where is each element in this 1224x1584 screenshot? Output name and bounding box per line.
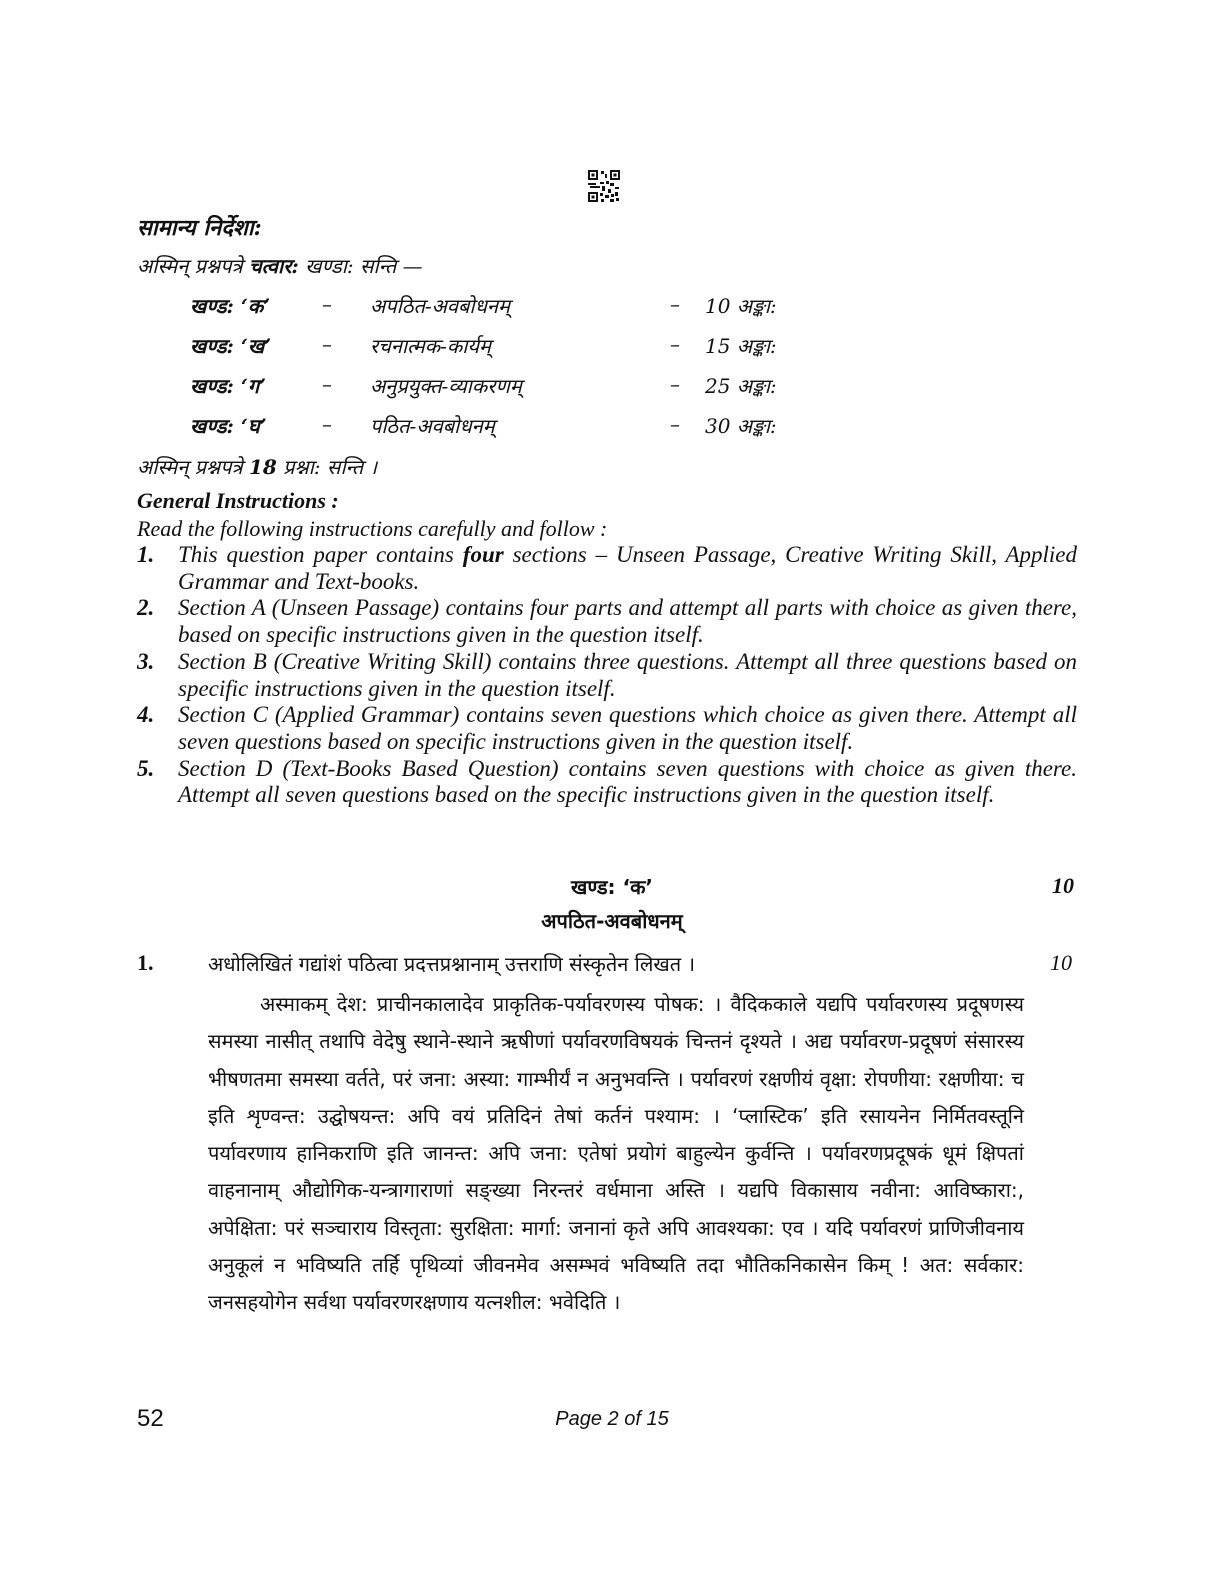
section-heading: खण्ड: ‘क’ bbox=[570, 875, 654, 899]
dash: – bbox=[322, 412, 332, 436]
text-pre: This question paper contains bbox=[178, 542, 463, 567]
section-row bbox=[190, 412, 810, 442]
question-number: 1. bbox=[137, 950, 154, 975]
section-label: खण्ड: ‘ख’ bbox=[190, 334, 272, 358]
unseen-passage: अस्माकम् देश: प्राचीनकालादेव प्राकृतिक-पर्यावरणस्य पोषक: । वैदिककाले यद्यपि पर्यावरणस्य प्रदूषणस्य समस्या नासीत् तथापि वेदेषु स्थाने-स्थाने ऋषीणां पर्यावरणविषयकं चिन्तनं दृश्यते । अद्य पर्यावरण-प्रदूषणं संसारस्य भीषणतमा समस्या वर्तते, परं जना: अस्या: गाम्भीर्यं न अनुभवन्ति । पर्यावरणं रक्षणीयं वृक्षा: रोपणीया: रक्षणीया: च इति शृण्वन्त: उद्घोषयन्त: अपि वयं प्रतिदिनं तेषां कर्तनं पश्याम: । ‘प्लास्टिक’ इति रसायनेन निर्मितवस्तूनि पर्यावरणाय हानिकराणि इति जानन्त: अपि जना: एतेषां प्रयोगं बाहुल्येन कुर्वन्ति । पर्यावरणप्रदूषकं धूमं क्षिपतां वाहनानाम् औद्योगिक-यन्त्रागाराणां सङ्ख्या निरन्तरं वर्धमाना अस्ति । यद्यपि विकासाय नवीना: आविष्कारा:, अपेक्षिता: परं सञ्चाराय विस्तृता: सुरक्षिता: मार्गा: जनानां कृते अपि आवश्यका: एव । यदि पर्यावरणं प्राणिजीवनाय अनुकूलं न भविष्यति तर्हि पृथिव्यां जीवनमेव असम्भवं भविष्यति तदा भौतिकनिकासेन किम् ! अत: सर्वकार: जनसहयोगेन सर्वथा पर्यावरणरक्षणाय यत्नशील: भवेदिति । bbox=[208, 992, 1024, 1315]
instruction-text: Section D (Text-Books Based Question) contains seven questions with choice as given there. Attempt all seven questions based on the specific instructions given in the question itself. bbox=[178, 755, 1077, 808]
instruction-number: 4. bbox=[137, 702, 155, 728]
sanskrit-instructions-title: सामान्य निर्देशा: bbox=[137, 215, 262, 241]
section-name: अपठित-अवबोधनम् bbox=[370, 294, 510, 318]
section-marks: 30 अङ्का: bbox=[705, 414, 777, 438]
instruction-item bbox=[137, 649, 1077, 702]
section-row bbox=[190, 372, 810, 402]
instruction-item bbox=[137, 702, 1077, 755]
instruction-number: 5. bbox=[137, 755, 155, 781]
dash: – bbox=[322, 332, 332, 356]
text-bold: four bbox=[462, 542, 504, 567]
instruction-text: Section C (Applied Grammar) contains seven questions which choice as given there. Attempt all seven questions based on specific instructions given in the question itself. bbox=[178, 702, 1077, 754]
section-name: रचनात्मक-कार्यम् bbox=[370, 334, 491, 358]
section-subheading: अपठित-अवबोधनम् bbox=[541, 909, 683, 933]
qr-code-icon bbox=[588, 170, 620, 202]
section-name: पठित-अवबोधनम् bbox=[370, 414, 495, 438]
instruction-item bbox=[137, 542, 1077, 595]
dash: – bbox=[322, 292, 332, 316]
section-marks: 15 अङ्का: bbox=[705, 334, 777, 358]
section-marks: 10 bbox=[1052, 873, 1074, 898]
section-marks: 25 अङ्का: bbox=[705, 374, 777, 398]
section-row bbox=[190, 332, 810, 362]
instruction-number: 1. bbox=[137, 542, 155, 567]
general-instructions-title: General Instructions : bbox=[137, 488, 339, 513]
intro-suffix: खण्डा: सन्ति — bbox=[298, 254, 423, 278]
section-label: खण्ड: ‘घ’ bbox=[190, 414, 267, 438]
question-prompt: अधोलिखितं गद्यांशं पठित्वा प्रदत्तप्रश्नानाम् उत्तराणि संस्कृतेन लिखत । bbox=[208, 952, 696, 976]
question-marks: 10 bbox=[1050, 950, 1072, 975]
instruction-item bbox=[137, 756, 1077, 809]
instructions-list bbox=[137, 542, 1077, 809]
dash: – bbox=[322, 372, 332, 396]
dash: – bbox=[670, 292, 680, 316]
instruction-number: 3. bbox=[137, 648, 155, 674]
intro-prefix: अस्मिन् प्रश्नपत्रे bbox=[137, 254, 249, 278]
page-number: Page 2 of 15 bbox=[555, 1408, 669, 1430]
instruction-text bbox=[178, 542, 1077, 595]
count-suffix: प्रश्ना: सन्ति । bbox=[276, 455, 378, 479]
dash: – bbox=[670, 332, 680, 356]
section-marks: 10 अङ्का: bbox=[705, 294, 777, 318]
section-name: अनुप्रयुक्त-व्याकरणम् bbox=[370, 374, 522, 398]
section-label: खण्ड: ‘क’ bbox=[190, 294, 271, 318]
instruction-text: Section A (Unseen Passage) contains four parts and attempt all parts with choice as given there, based on specific instructions given in the question itself. bbox=[178, 595, 1077, 648]
dash: – bbox=[670, 412, 680, 436]
sanskrit-sections-intro bbox=[137, 252, 423, 279]
section-label: खण्ड: ‘ग’ bbox=[190, 374, 267, 398]
count-number: 18 bbox=[248, 455, 277, 479]
general-instructions-subtitle: Read the following instructions carefully and follow : bbox=[137, 516, 608, 541]
question-count-line bbox=[137, 453, 377, 480]
text-post: sections – Unseen Passage, Creative Writing Skill, Applied Grammar and Text-books. bbox=[178, 542, 1077, 594]
dash: – bbox=[670, 372, 680, 396]
count-prefix: अस्मिन् प्रश्नपत्रे bbox=[137, 455, 249, 479]
instruction-item bbox=[137, 595, 1077, 648]
paper-code: 52 bbox=[137, 1405, 164, 1432]
instruction-text: Section B (Creative Writing Skill) contains three questions. Attempt all three questions based on specific instructions given in the question itself. bbox=[178, 648, 1077, 701]
section-row bbox=[190, 292, 810, 322]
instruction-number: 2. bbox=[137, 595, 155, 621]
intro-bold: चत्वार: bbox=[248, 254, 299, 278]
